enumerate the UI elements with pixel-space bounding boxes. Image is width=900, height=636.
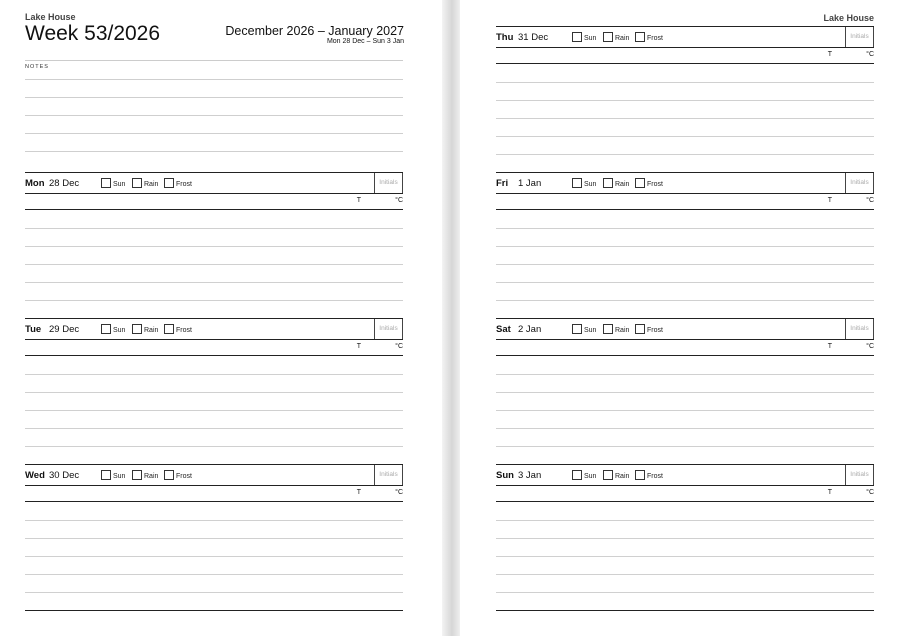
temp-unit: °C [395,197,403,204]
left-page [0,0,442,636]
page-bottom-rule [25,610,403,611]
temp-unit: °C [395,343,403,350]
entry-line[interactable] [496,592,874,593]
entry-line[interactable] [496,300,874,301]
day-block-tue [25,318,403,464]
day-block-sat [496,318,874,464]
day-block-thu [496,26,874,172]
temp-label: T [356,197,361,204]
sun-checkbox[interactable] [101,470,111,480]
temp-unit: °C [866,343,874,350]
frost-label: Frost [176,181,192,188]
day-date: 2 Jan [518,324,542,335]
rain-option[interactable] [132,324,158,334]
day-date: 1 Jan [518,178,542,189]
entry-line[interactable] [496,136,874,137]
sun-option[interactable] [572,178,596,188]
day-date: 29 Dec [49,324,80,335]
entry-line[interactable] [496,446,874,447]
sun-label: Sun [584,181,597,188]
entry-line[interactable] [25,246,403,247]
entry-line[interactable] [25,374,403,375]
initials-field[interactable]: Initials [845,465,874,485]
entry-line[interactable] [25,410,403,411]
temp-label: T [356,489,361,496]
rain-checkbox[interactable] [603,178,613,188]
initials-field[interactable]: Initials [845,173,874,193]
day-date: 31 Dec [518,32,549,43]
frost-label: Frost [647,327,663,334]
right-page [460,0,900,636]
frost-label: Frost [647,473,663,480]
entry-line[interactable] [496,574,874,575]
temp-label: T [827,51,832,58]
initials-field[interactable]: Initials [374,319,403,339]
notes-line[interactable] [25,151,403,152]
sun-label: Sun [113,473,126,480]
frost-checkbox[interactable] [164,178,174,188]
day-name: Thu [496,32,514,43]
sun-option[interactable] [101,470,125,480]
entry-line[interactable] [496,374,874,375]
sun-label: Sun [113,327,126,334]
entry-line[interactable] [496,264,874,265]
temp-label: T [827,489,832,496]
week-title: Week 53/2026 [25,22,161,45]
sun-label: Sun [113,181,126,188]
day-header [25,172,403,194]
sun-label: Sun [584,473,597,480]
date-range: Mon 28 Dec – Sun 3 Jan [326,38,404,45]
entry-line[interactable] [496,520,874,521]
day-date: 30 Dec [49,470,80,481]
day-block-mon [25,172,403,318]
rain-checkbox[interactable] [603,470,613,480]
month-range: December 2026 – January 2027 [225,24,404,38]
initials-field[interactable]: Initials [374,173,403,193]
frost-option[interactable] [635,32,663,42]
notes-line[interactable] [25,133,403,134]
frost-option[interactable] [635,178,663,188]
entry-line[interactable] [496,392,874,393]
rain-checkbox[interactable] [132,324,142,334]
entry-line[interactable] [496,538,874,539]
rain-label: Rain [144,327,159,334]
entry-line[interactable] [25,300,403,301]
rain-option[interactable] [132,178,158,188]
initials-field[interactable]: Initials [845,319,874,339]
sun-option[interactable] [572,324,596,334]
temp-unit: °C [866,489,874,496]
entry-line[interactable] [25,592,403,593]
book-title: Lake House [823,13,874,23]
notes-line[interactable] [25,79,403,80]
day-block-sun [496,464,874,610]
entry-line[interactable] [496,556,874,557]
day-name: Sun [496,470,514,481]
sun-checkbox[interactable] [101,324,111,334]
day-name: Mon [25,178,45,189]
day-header [25,464,403,486]
day-name: Fri [496,178,509,189]
sun-option[interactable] [572,470,596,480]
notes-line[interactable] [25,97,403,98]
entry-line[interactable] [496,118,874,119]
page-bottom-rule [496,610,874,611]
temp-label: T [827,343,832,350]
temp-unit: °C [395,489,403,496]
frost-checkbox[interactable] [635,32,645,42]
day-date: 3 Jan [518,470,542,481]
rain-label: Rain [144,181,159,188]
sun-checkbox[interactable] [572,470,582,480]
sun-label: Sun [584,35,597,42]
entry-line[interactable] [496,428,874,429]
entry-line[interactable] [25,556,403,557]
temp-unit: °C [866,197,874,204]
sun-checkbox[interactable] [101,178,111,188]
notes-line[interactable] [25,115,403,116]
sun-checkbox[interactable] [572,32,582,42]
entry-line[interactable] [496,82,874,83]
rain-label: Rain [615,35,630,42]
day-header [25,318,403,340]
entry-line[interactable] [496,228,874,229]
day-block-wed [25,464,403,610]
entry-line[interactable] [25,264,403,265]
rain-checkbox[interactable] [132,470,142,480]
day-name: Tue [25,324,42,335]
temp-line [496,355,874,356]
notes-divider [25,60,403,61]
sun-label: Sun [584,327,597,334]
frost-checkbox[interactable] [164,324,174,334]
entry-line[interactable] [25,282,403,283]
frost-checkbox[interactable] [635,178,645,188]
entry-line[interactable] [25,228,403,229]
temp-line [496,209,874,210]
day-block-fri [496,172,874,318]
initials-field[interactable]: Initials [374,465,403,485]
rain-option[interactable] [603,178,629,188]
rain-label: Rain [144,473,159,480]
entry-line[interactable] [496,246,874,247]
entry-line[interactable] [496,100,874,101]
day-name: Sat [496,324,511,335]
entry-line[interactable] [496,282,874,283]
temp-label: T [356,343,361,350]
temp-line [496,63,874,64]
rain-label: Rain [615,327,630,334]
initials-field[interactable]: Initials [845,27,874,47]
frost-option[interactable] [164,470,192,480]
frost-option[interactable] [635,470,663,480]
entry-line[interactable] [25,446,403,447]
rain-option[interactable] [603,324,629,334]
sun-option[interactable] [572,32,596,42]
temp-line [496,501,874,502]
entry-line[interactable] [25,392,403,393]
frost-label: Frost [647,181,663,188]
rain-checkbox[interactable] [132,178,142,188]
entry-line[interactable] [25,574,403,575]
rain-label: Rain [615,473,630,480]
frost-label: Frost [176,327,192,334]
day-header [496,26,874,48]
sun-checkbox[interactable] [572,178,582,188]
entry-line[interactable] [496,154,874,155]
temp-line [25,209,403,210]
entry-line[interactable] [25,428,403,429]
sun-checkbox[interactable] [572,324,582,334]
rain-option[interactable] [132,470,158,480]
book-spine [442,0,460,636]
day-date: 28 Dec [49,178,80,189]
day-header [496,464,874,486]
frost-label: Frost [176,473,192,480]
entry-line[interactable] [25,538,403,539]
rain-label: Rain [615,181,630,188]
frost-option[interactable] [635,324,663,334]
temp-unit: °C [866,51,874,58]
day-header [496,172,874,194]
frost-option[interactable] [164,178,192,188]
frost-option[interactable] [164,324,192,334]
frost-checkbox[interactable] [164,470,174,480]
frost-checkbox[interactable] [635,324,645,334]
entry-line[interactable] [496,410,874,411]
day-header [496,318,874,340]
rain-option[interactable] [603,32,629,42]
temp-line [25,501,403,502]
rain-checkbox[interactable] [603,32,613,42]
rain-option[interactable] [603,470,629,480]
sun-option[interactable] [101,178,125,188]
frost-checkbox[interactable] [635,470,645,480]
frost-label: Frost [647,35,663,42]
temp-line [25,355,403,356]
book-title: Lake House [25,12,76,22]
rain-checkbox[interactable] [603,324,613,334]
sun-option[interactable] [101,324,125,334]
temp-label: T [827,197,832,204]
day-name: Wed [25,470,45,481]
entry-line[interactable] [25,520,403,521]
notes-label: NOTES [25,64,49,70]
